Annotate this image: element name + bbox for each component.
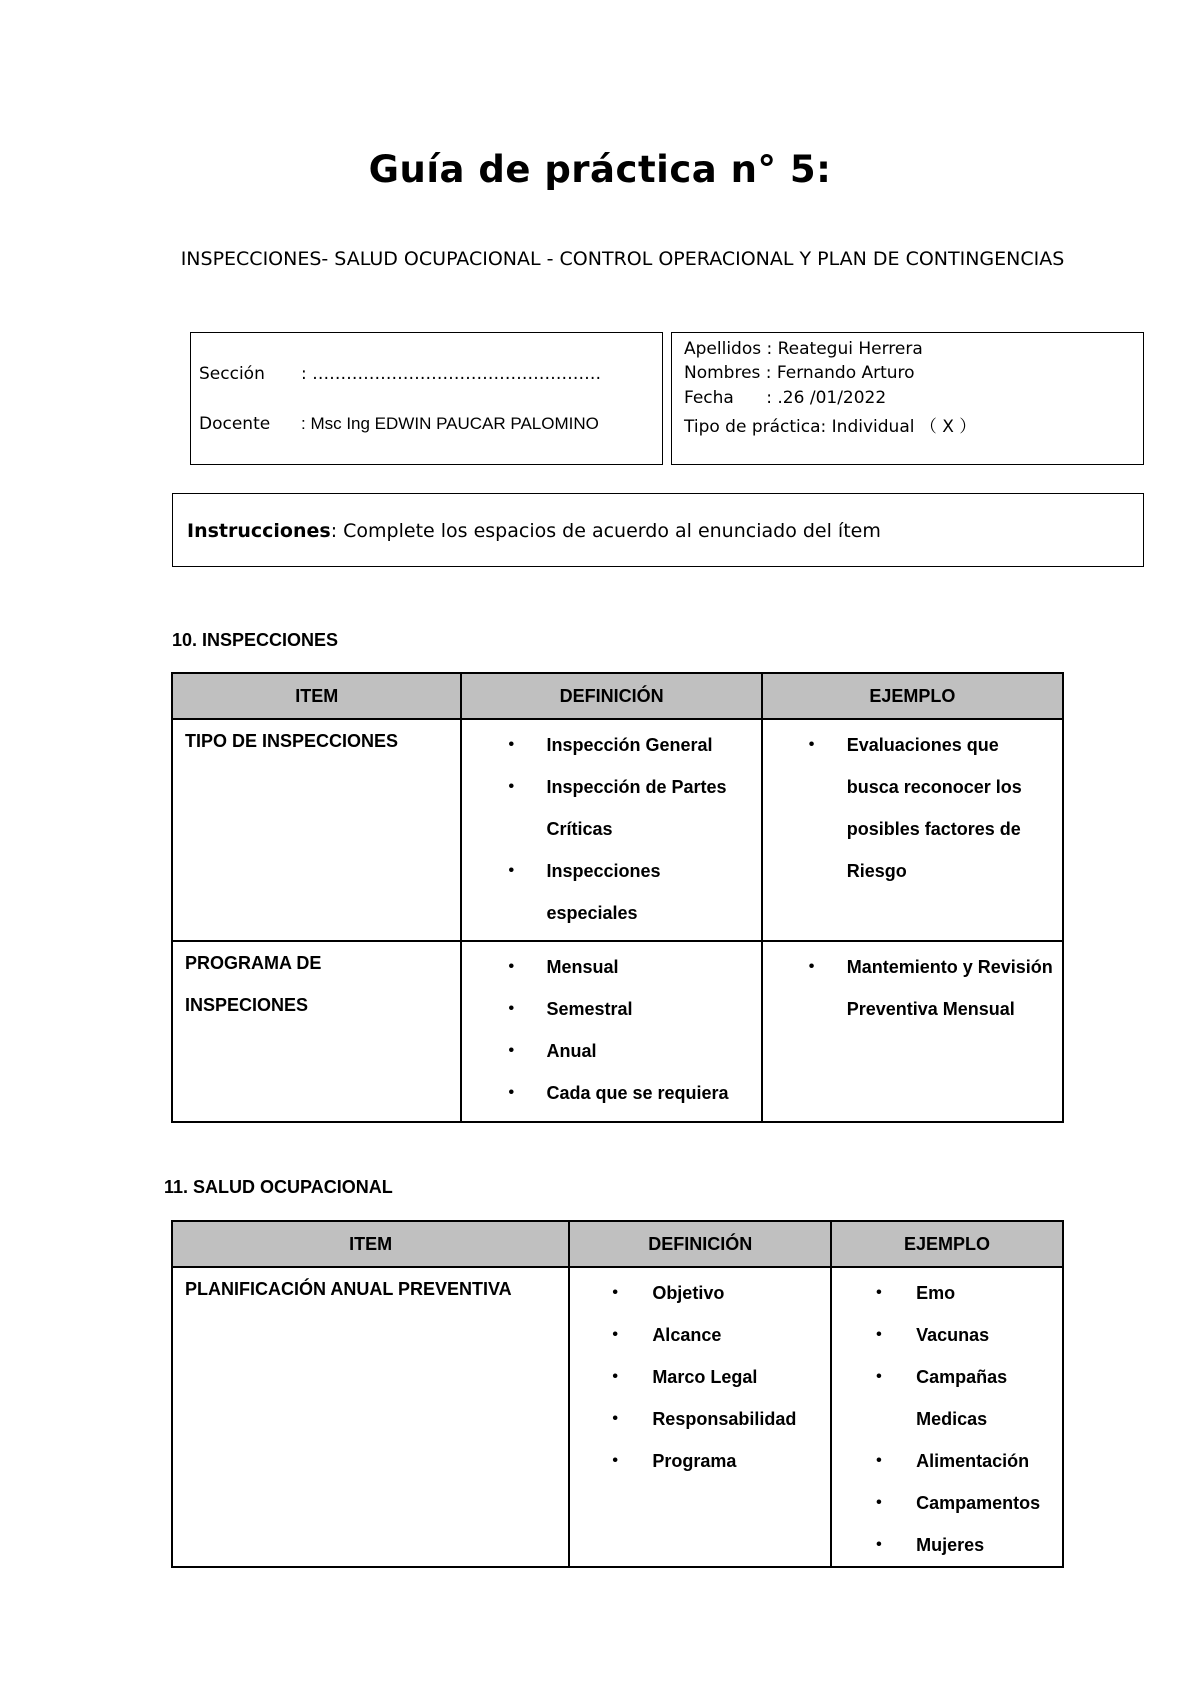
header-ejemplo: EJEMPLO [831,1221,1063,1267]
list-item: • Emo [916,1272,1058,1314]
list-item: • Campañas Medicas [916,1356,1058,1440]
list-item: • Semestral [546,988,752,1030]
list-item: • Inspección General [546,724,752,766]
row-item: PROGRAMA DE INSPECIONES [185,953,322,1015]
ejemplo-list [832,1268,1062,1566]
list-item: • Cada que se requiera [546,1072,752,1114]
ejemplo-list [763,942,1062,1030]
seccion-row [199,364,601,384]
header-item: ITEM [172,673,461,719]
list-item: • Responsabilidad [652,1398,822,1440]
table-row [172,719,1063,941]
list-item: • Mujeres [916,1524,1058,1566]
instructions-label: Instrucciones [187,520,331,542]
docente-label: Docente [199,414,271,434]
list-item: • Campamentos [916,1482,1058,1524]
inspecciones-table [171,672,1064,1123]
header-item: ITEM [172,1221,569,1267]
ejemplo-list [763,720,1062,892]
section-10-heading: 10. INSPECCIONES [172,630,339,650]
list-item: • Inspección de Partes Críticas [546,766,752,850]
instructions-body: : Complete los espacios de acuerdo al enunciado del ítem [330,520,881,542]
info-box-left [190,332,663,465]
fecha-line: Fecha : .26 /01/2022 [684,388,887,408]
tipo-practica-line: Tipo de práctica: Individual （ X ） [684,417,977,437]
page-title: Guía de práctica n° 5: [368,148,832,191]
instructions-text [187,520,881,542]
docente-row [199,414,599,434]
list-item: • Mensual [546,946,752,988]
header-definicion: DEFINICIÓN [569,1221,831,1267]
row-item: TIPO DE INSPECCIONES [185,731,399,751]
list-item: • Programa [652,1440,822,1482]
table-header-row [172,673,1063,719]
list-item: • Evaluaciones que busca reconocer los posibles factores de Riesgo [847,724,1054,892]
definicion-list [462,720,760,934]
docente-value: : Msc Ing EDWIN PAUCAR PALOMINO [301,414,599,433]
info-box-right [671,332,1144,465]
instructions-box [172,493,1144,567]
list-item: • Marco Legal [652,1356,822,1398]
list-item: • Alimentación [916,1440,1058,1482]
table-header-row [172,1221,1063,1267]
table-row [172,1267,1063,1567]
row-item: PLANIFICACIÓN ANUAL PREVENTIVA [185,1279,512,1299]
list-item: • Objetivo [652,1272,822,1314]
salud-ocupacional-table [171,1220,1064,1568]
definicion-list [570,1268,830,1482]
nombres-line: Nombres : Fernando Arturo [684,363,915,383]
apellidos-line: Apellidos : Reategui Herrera [684,339,923,359]
header-ejemplo: EJEMPLO [762,673,1063,719]
list-item: • Inspecciones especiales [546,850,752,934]
seccion-label: Sección [199,364,265,384]
list-item: • Anual [546,1030,752,1072]
table-row [172,941,1063,1122]
definicion-list [462,942,760,1114]
list-item: • Mantemiento y Revisión Preventiva Mensual [847,946,1054,1030]
page-subtitle: INSPECCIONES- SALUD OCUPACIONAL - CONTROL OPERACIONAL Y PLAN DE CONTINGENCIAS [180,248,1065,270]
list-item: • Vacunas [916,1314,1058,1356]
seccion-value: : …………………………………………… [301,364,602,384]
list-item: • Alcance [652,1314,822,1356]
section-11-heading: 11. SALUD OCUPACIONAL [164,1177,393,1197]
header-definicion: DEFINICIÓN [461,673,761,719]
